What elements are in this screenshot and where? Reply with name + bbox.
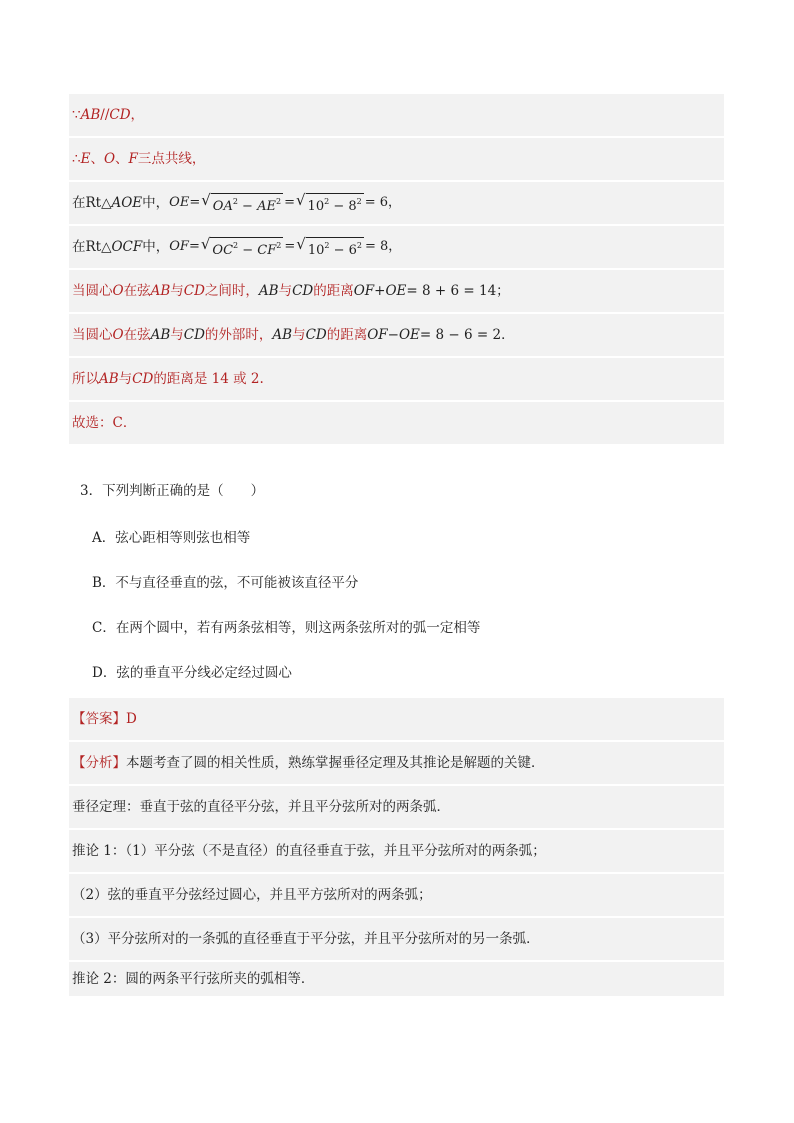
solution-line bbox=[69, 138, 724, 182]
triangle-name: OCF bbox=[111, 239, 143, 255]
radicand bbox=[211, 193, 283, 215]
text-fragment: 与 bbox=[170, 327, 184, 343]
text-fragment: CD bbox=[132, 371, 154, 387]
text-fragment: AB bbox=[150, 283, 171, 299]
text-fragment: 的距离 bbox=[326, 327, 368, 343]
analysis-label: 【分析】 bbox=[72, 755, 126, 771]
analysis-text: 本题考查了圆的相关性质，熟练掌握垂径定理及其推论是解题的关键． bbox=[126, 755, 545, 771]
option-a: A．弦心距相等则弦也相等 bbox=[92, 530, 251, 546]
lhs: OE bbox=[169, 195, 190, 210]
theorem-line: 垂径定理：垂直于弦的直径平分弦，并且平分弦所对的两条弧． bbox=[69, 786, 724, 830]
option-c: C．在两个圆中，若有两条弦相等，则这两条弦所对的弧一定相等 bbox=[92, 620, 481, 636]
text-fragment: AB bbox=[99, 371, 119, 387]
solution-block bbox=[69, 94, 724, 446]
answer-line bbox=[69, 698, 724, 742]
text-fragment: = 8 − 6 = 2． bbox=[419, 327, 515, 343]
corollary-1-line: 推论 1：（1）平分弦（不是直径）的直径垂直于弦，并且平分弦所对的两条弧； bbox=[69, 830, 724, 874]
sqrt-expression-2 bbox=[296, 192, 364, 215]
radicand bbox=[306, 193, 364, 215]
question-title: 3．下列判断正确的是（ ） bbox=[80, 483, 265, 499]
triangle-prefix: 在Rt△ bbox=[72, 239, 112, 255]
text-fragment: 、 bbox=[115, 151, 129, 167]
square-exponent: 2 bbox=[324, 240, 330, 250]
square-exponent: 2 bbox=[356, 196, 362, 206]
equals: = bbox=[188, 239, 200, 254]
text-fragment: 当圆心 bbox=[72, 283, 113, 299]
text-fragment: AB bbox=[80, 107, 101, 123]
radicand-term: $10^2$ bbox=[307, 196, 330, 214]
sqrt-sign: √ bbox=[200, 234, 211, 253]
triangle-name: AOE bbox=[111, 195, 143, 211]
text-fragment: + bbox=[374, 283, 386, 299]
text-fragment: 的外部时， bbox=[204, 327, 273, 343]
sqrt-expression-1 bbox=[201, 192, 283, 215]
pythagoras-line-1 bbox=[69, 182, 724, 226]
equals: = bbox=[284, 239, 296, 254]
text-fragment: 故选：C． bbox=[72, 415, 137, 431]
text-fragment: ， bbox=[130, 107, 145, 123]
radicand-term: $10^2$ bbox=[307, 240, 330, 258]
corollary-1-part-2-line: （2）弦的垂直平分弦经过圆心，并且平方弦所对的两条弧； bbox=[69, 874, 724, 918]
text-fragment: 与 bbox=[278, 283, 293, 299]
text-fragment: − bbox=[387, 327, 399, 343]
text-fragment: 在弦 bbox=[123, 283, 151, 299]
sqrt-sign: √ bbox=[296, 234, 306, 253]
text-fragment: 与 bbox=[292, 327, 306, 343]
text-fragment: ∴ bbox=[72, 151, 81, 167]
text-fragment: 中， bbox=[142, 239, 170, 255]
text-fragment: 中， bbox=[142, 195, 170, 211]
answer-value: D bbox=[126, 711, 137, 727]
text-fragment: CD bbox=[183, 283, 205, 299]
radicand-term: $OC^2$ bbox=[212, 240, 239, 258]
equals: = bbox=[189, 195, 201, 210]
text-fragment: O bbox=[112, 327, 124, 343]
square-exponent: 2 bbox=[232, 196, 238, 206]
text-fragment: 与 bbox=[118, 371, 133, 387]
text-fragment: O bbox=[103, 151, 116, 167]
text-fragment: OE bbox=[385, 283, 407, 299]
radicand bbox=[210, 237, 283, 259]
corollary-2-line: 推论 2：圆的两条平行弦所夹的弧相等． bbox=[69, 962, 724, 998]
lhs: OF bbox=[169, 239, 189, 254]
text-fragment: O bbox=[112, 283, 124, 299]
sqrt-sign: √ bbox=[201, 190, 211, 209]
minus: − bbox=[237, 198, 258, 214]
solution-line bbox=[69, 314, 724, 358]
square-exponent: 2 bbox=[275, 196, 282, 206]
text-fragment: OE bbox=[398, 327, 420, 343]
equals: = bbox=[284, 195, 295, 210]
option-b: B．不与直径垂直的弦，不可能被该直径平分 bbox=[92, 575, 359, 591]
text-fragment: 与 bbox=[170, 283, 184, 299]
text-fragment: F bbox=[128, 151, 138, 167]
sqrt-expression-2 bbox=[296, 236, 364, 259]
text-fragment: = 8 + 6 = 14； bbox=[406, 283, 510, 299]
text-fragment: 三点共线， bbox=[137, 151, 206, 167]
text-fragment: 在弦 bbox=[123, 327, 151, 343]
square-exponent: 2 bbox=[356, 240, 362, 250]
sqrt-expression-1 bbox=[201, 236, 284, 259]
radicand-term: $OA^2$ bbox=[212, 196, 238, 214]
text-fragment: ∵ bbox=[72, 107, 81, 123]
text-fragment: 当圆心 bbox=[72, 327, 113, 343]
text-fragment: AB bbox=[272, 327, 293, 343]
text-fragment: OF bbox=[353, 283, 375, 299]
square-exponent: 2 bbox=[276, 240, 282, 250]
text-fragment: CD bbox=[183, 327, 205, 343]
answer-block bbox=[69, 698, 724, 998]
result: = 8， bbox=[365, 239, 402, 254]
solution-line bbox=[69, 402, 724, 446]
answer-label: 【答案】 bbox=[72, 711, 126, 727]
corollary-1-part-3-line: （3）平分弦所对的一条弧的直径垂直于平分弦，并且平分弦所对的另一条弧． bbox=[69, 918, 724, 962]
text-fragment: 所以 bbox=[72, 371, 99, 387]
text-fragment: CD bbox=[109, 107, 131, 123]
minus: − bbox=[238, 242, 258, 258]
text-fragment: CD bbox=[292, 283, 314, 299]
minus: − bbox=[329, 198, 349, 214]
text-fragment: E bbox=[80, 151, 91, 167]
text-fragment: // bbox=[100, 107, 110, 123]
text-fragment: 的距离 bbox=[313, 283, 354, 299]
radicand-term: $8^2$ bbox=[348, 196, 362, 214]
text-fragment: AB bbox=[150, 327, 171, 343]
text-fragment: 之间时， bbox=[204, 283, 259, 299]
solution-line bbox=[69, 94, 724, 138]
option-d: D．弦的垂直平分线必定经过圆心 bbox=[92, 665, 292, 681]
text-fragment: CD bbox=[305, 327, 327, 343]
square-exponent: 2 bbox=[324, 196, 330, 206]
minus: − bbox=[329, 242, 349, 258]
analysis-line bbox=[69, 742, 724, 786]
sqrt-sign: √ bbox=[295, 190, 306, 209]
text-fragment: OF bbox=[367, 327, 388, 343]
solution-line bbox=[69, 358, 724, 402]
radicand bbox=[306, 237, 364, 259]
text-fragment: 、 bbox=[90, 151, 104, 167]
pythagoras-line-2 bbox=[69, 226, 724, 270]
radicand-term: $6^2$ bbox=[348, 240, 362, 258]
radicand-term: $AE^2$ bbox=[257, 196, 282, 214]
square-exponent: 2 bbox=[233, 240, 239, 250]
triangle-prefix: 在Rt△ bbox=[72, 195, 112, 211]
text-fragment: 的距离是 14 或 2. bbox=[153, 371, 264, 387]
solution-line bbox=[69, 270, 724, 314]
radicand-term: $CF^2$ bbox=[257, 240, 282, 258]
result: = 6， bbox=[364, 195, 402, 210]
text-fragment: AB bbox=[258, 283, 279, 299]
